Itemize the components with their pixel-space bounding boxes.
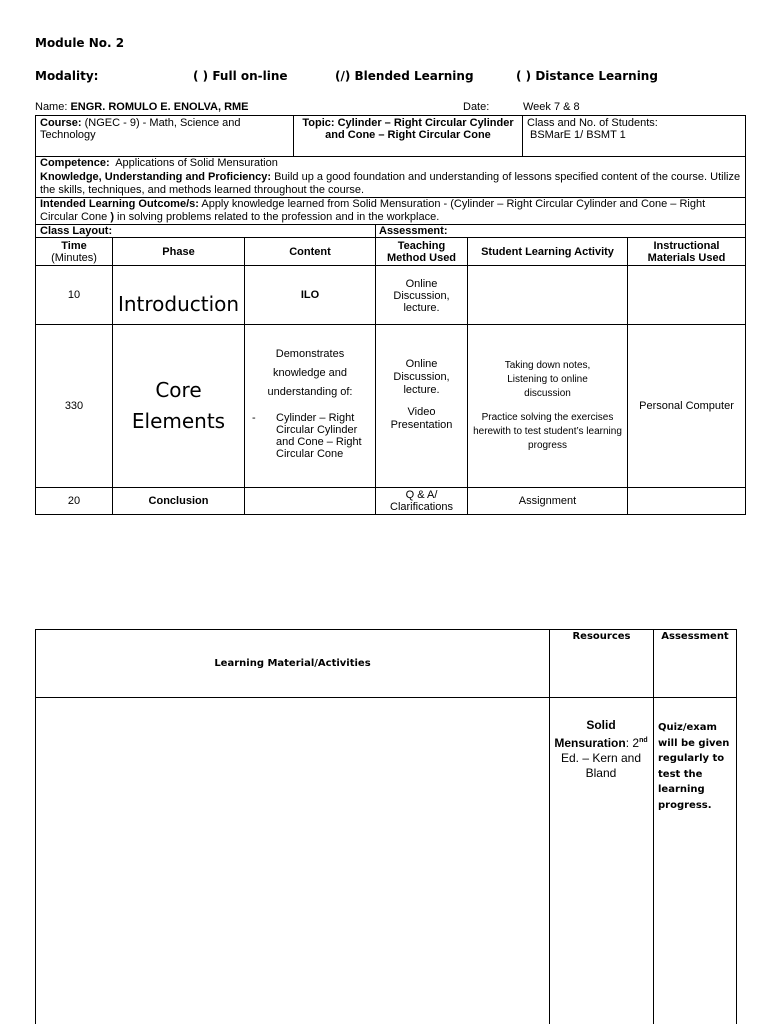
core-content: Demonstrates knowledge and understanding of: - Cylinder – Right Circular Cylinder and Cone – Right Circular Cone xyxy=(245,348,375,460)
name-row xyxy=(35,101,249,113)
topic: Topic: Cylinder – Right Circular Cylinder and Cone – Right Circular Cone xyxy=(302,117,514,141)
date-value: Week 7 & 8 xyxy=(523,101,580,113)
ilo-paren: ) xyxy=(110,211,114,223)
resource-title: Solid Mensuration xyxy=(554,718,626,750)
course-label: Course: xyxy=(40,117,82,129)
core-phase: Core Elements xyxy=(131,378,226,433)
core-content-item: Cylinder – Right Circular Cylinder and Cone – Right Circular Cone xyxy=(276,412,362,460)
learning-material-header: Learning Material/Activities xyxy=(214,657,371,669)
course-value: (NGEC - 9) - Math, Science and Technology xyxy=(40,117,241,141)
knowledge-value: Build up a good foundation and understanding of lessons specified content of the course. Utilize the skills, techniques, and methods learned throughout the course. xyxy=(40,171,741,196)
class-value: BSMarE 1/ BSMT 1 xyxy=(530,129,626,141)
ilo-label: Intended Learning Outcome/s: xyxy=(40,198,199,210)
core-teaching: Online Discussion, lecture. Video Presentation xyxy=(390,358,453,431)
header-materials: Instructional Materials Used xyxy=(647,239,726,264)
intro-time: 10 xyxy=(67,289,81,301)
header-time: Time (Minutes) xyxy=(51,239,97,264)
header-teaching: Teaching Method Used xyxy=(386,239,457,264)
modality-full-online: ( ) Full on-line xyxy=(193,69,288,83)
assessment-label: Assessment: xyxy=(379,225,448,237)
instructor-name: ENGR. ROMULO E. ENOLVA, RME xyxy=(70,101,249,113)
class-label: Class and No. of Students: xyxy=(527,117,658,129)
modality-blended: (/) Blended Learning xyxy=(335,69,474,83)
intro-phase: Introduction xyxy=(117,291,240,316)
class-layout-label: Class Layout: xyxy=(40,225,113,237)
conclusion-phase: Conclusion xyxy=(148,495,209,507)
competence-value: Applications of Solid Mensuration xyxy=(115,157,278,169)
resources-header: Resources xyxy=(572,631,631,642)
header-phase: Phase xyxy=(162,245,195,258)
conclusion-time: 20 xyxy=(67,495,81,507)
core-time: 330 xyxy=(64,400,84,412)
ilo-block xyxy=(40,198,742,224)
assessment-header: Assessment xyxy=(661,631,729,642)
conclusion-teaching: Q & A/ Clarifications xyxy=(390,489,453,513)
ilo-value-a: Apply knowledge learned from Solid Mensuration - (Cylinder – Right Circular Cylinder and Cone – Right Circular Cone xyxy=(40,198,706,223)
core-materials: Personal Computer xyxy=(639,400,734,412)
knowledge-label: Knowledge, Understanding and Proficiency: xyxy=(40,171,272,183)
header-content: Content xyxy=(289,245,331,258)
modality-label: Modality: xyxy=(35,69,99,83)
modality-distance: ( ) Distance Learning xyxy=(516,69,658,83)
assessment-text: Quiz/exam will be given regularly to test the learning progress. xyxy=(658,722,730,811)
intro-content: ILO xyxy=(300,289,320,301)
competence-label: Competence: xyxy=(40,157,110,169)
header-activity: Student Learning Activity xyxy=(481,245,614,258)
date-label: Date: xyxy=(463,101,490,113)
class-cell xyxy=(527,117,742,141)
name-label: Name: xyxy=(35,101,68,113)
core-activity: Taking down notes, Listening to online discussion Practice solving the exercises herewith to test student’s learning progress xyxy=(473,360,622,451)
resource-entry: Solid Mensuration: 2nd Ed. – Kern and Bland xyxy=(554,718,648,780)
module-title: Module No. 2 xyxy=(35,36,125,50)
course-cell xyxy=(40,117,290,141)
ilo-value-b: in solving problems related to the profession and in the workplace. xyxy=(117,211,440,223)
conclusion-activity: Assignment xyxy=(518,495,577,507)
competence-block xyxy=(40,157,742,197)
intro-teaching: Online Discussion, lecture. xyxy=(393,278,450,314)
